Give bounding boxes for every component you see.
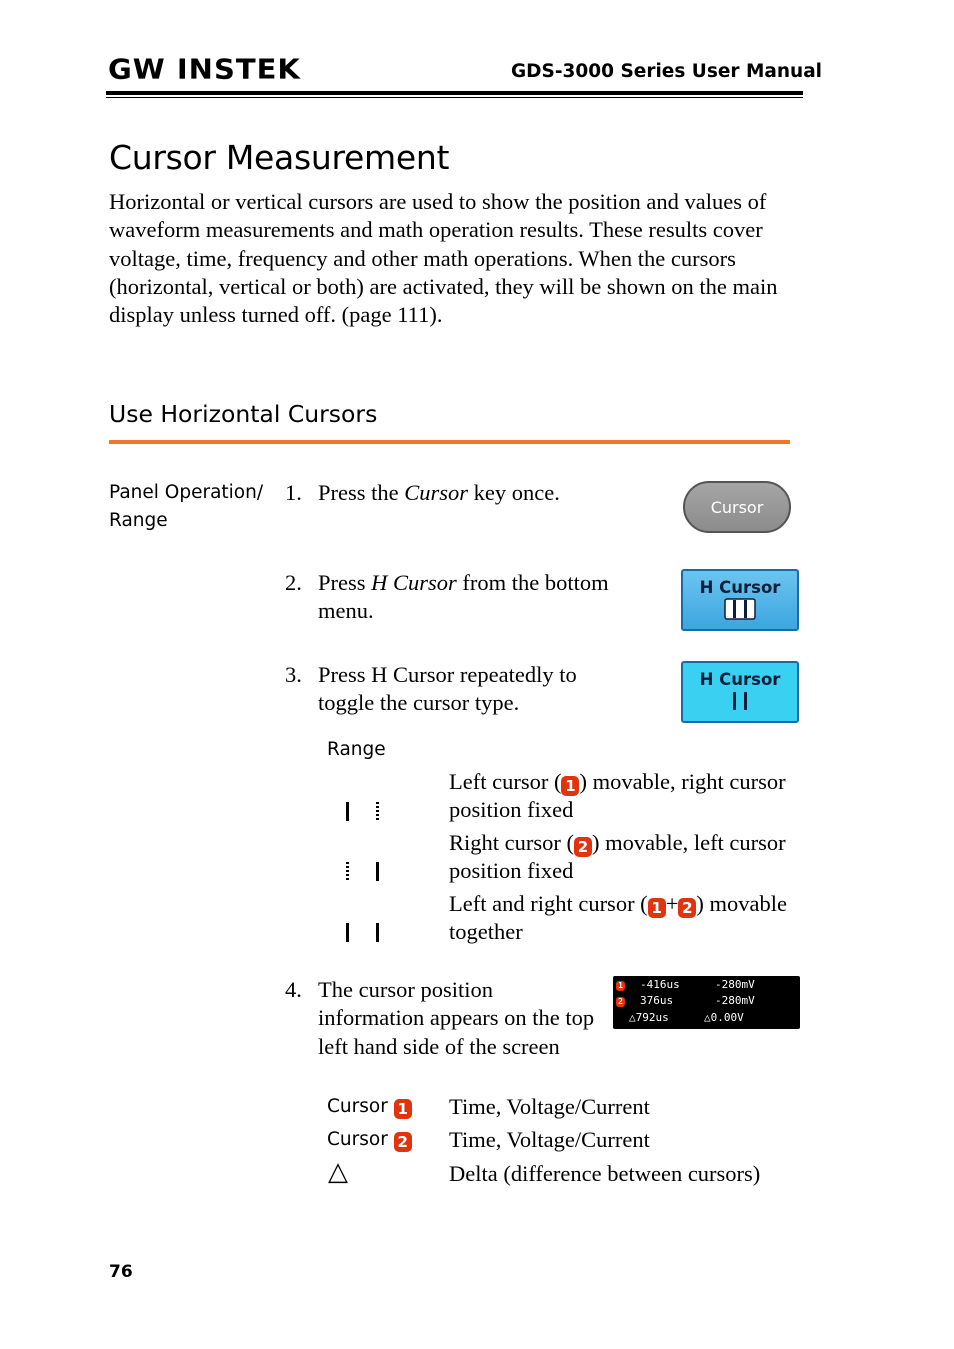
step-1-pre: Press the	[318, 480, 405, 505]
range-item-1-b: ) movable, right cursor position fixed	[449, 769, 786, 823]
range-item-3-a: Left and right cursor (	[449, 891, 648, 916]
intro-paragraph: Horizontal or vertical cursors are used to show the position and values of waveform measurements and math operation results. These results cover voltage, time, frequency and other math operations. When the cursors (horizontal, vertical or both) are activated, they will be shown on the main display unless turned off. (page 111).	[109, 189, 778, 328]
legend-cursor-1-text: Cursor	[327, 1096, 388, 1117]
panel-label-line2: Range	[109, 510, 168, 531]
step-2-pre: Press	[318, 570, 372, 595]
cursor-1-mini-badge-icon: 1	[616, 981, 625, 991]
step-2-text	[318, 569, 658, 626]
cursor-1-badge-icon: 1	[648, 898, 666, 918]
section-divider	[109, 440, 790, 444]
range-item-3-b: ) movable together	[449, 891, 787, 945]
right-cursor-solid-icon-2	[376, 923, 379, 942]
cursor-key-label: Cursor	[710, 497, 764, 517]
cursor-1-badge-icon: 1	[561, 776, 579, 796]
step-4-number: 4.	[285, 977, 302, 1002]
step-1-em: Cursor	[404, 480, 469, 505]
left-cursor-solid-icon-2	[346, 923, 349, 942]
cursor-key-button[interactable]	[683, 481, 791, 533]
range-heading: Range	[327, 739, 386, 760]
right-cursor-solid-icon	[376, 862, 379, 881]
panel-operation-label	[109, 479, 263, 535]
readout-volt-1: -280mV	[715, 978, 755, 991]
page-title: Cursor Measurement	[109, 138, 450, 177]
delta-icon: △	[328, 1157, 348, 1187]
readout-volt-2: -280mV	[715, 994, 755, 1007]
legend-cursor-1-label	[327, 1093, 412, 1121]
panel-label-line1: Panel Operation/	[109, 482, 264, 503]
step-1-post: key once.	[468, 480, 560, 505]
cursor-2-mini-badge-icon: 2	[616, 997, 625, 1007]
legend-cursor-2-desc: Time, Voltage/Current	[449, 1127, 650, 1152]
readout-row-2	[616, 993, 625, 1009]
h-cursor-button[interactable]	[681, 569, 799, 631]
legend-delta-desc: Delta (difference between cursors)	[449, 1161, 761, 1186]
h-cursor-label: H Cursor	[699, 578, 781, 597]
step-1-number: 1.	[285, 480, 302, 505]
cursor-readout-panel	[613, 976, 800, 1029]
step-2-em: H Cursor	[371, 570, 457, 595]
cursor-2-badge-icon: 2	[574, 837, 592, 857]
step-3-text: Press H Cursor repeatedly to toggle the cursor type.	[318, 662, 577, 716]
h-cursor-button-toggled[interactable]	[681, 661, 799, 723]
readout-delta-volt: △0.00V	[704, 1011, 744, 1024]
range-item-3-plus: +	[665, 891, 679, 916]
h-cursor-both-solid-icon	[724, 690, 756, 712]
header-rule	[106, 91, 803, 95]
left-cursor-solid-icon	[346, 802, 349, 821]
brand-logo: GW INSTEK	[108, 52, 301, 86]
section-title: Use Horizontal Cursors	[109, 400, 378, 428]
step-2-post: from the bottom menu.	[318, 570, 609, 624]
step-1-text	[318, 479, 658, 507]
right-cursor-dotted-icon	[376, 802, 379, 821]
range-item-1-a: Left cursor (	[449, 769, 562, 794]
readout-time-2: 376us	[640, 994, 674, 1007]
range-item-2	[449, 829, 789, 886]
step-4-text: The cursor position information appears on the top left hand side of the screen	[318, 977, 595, 1059]
range-item-3	[449, 890, 789, 947]
header-rule-thin	[106, 97, 803, 98]
range-item-1	[449, 768, 789, 825]
legend-cursor-2-text: Cursor	[327, 1129, 388, 1150]
legend-cursor-1-desc: Time, Voltage/Current	[449, 1094, 650, 1119]
step-3-number: 3.	[285, 662, 302, 687]
h-cursor-label-2: H Cursor	[699, 670, 781, 689]
cursor-1-badge-icon: 1	[394, 1099, 412, 1119]
readout-row-1	[616, 977, 625, 993]
legend-cursor-2-label	[327, 1126, 412, 1154]
readout-delta-time: △792us	[629, 1011, 669, 1024]
range-item-2-b: ) movable, left cursor position fixed	[449, 830, 786, 884]
manual-title: GDS-3000 Series User Manual	[511, 61, 823, 82]
page-number: 76	[109, 1262, 133, 1282]
left-cursor-dotted-icon	[346, 862, 349, 881]
step-2-number: 2.	[285, 570, 302, 595]
cursor-2-badge-icon: 2	[394, 1132, 412, 1152]
h-cursor-both-dotted-icon	[724, 598, 756, 620]
range-item-2-a: Right cursor (	[449, 830, 574, 855]
cursor-2-badge-icon: 2	[678, 898, 696, 918]
readout-time-1: -416us	[640, 978, 680, 991]
